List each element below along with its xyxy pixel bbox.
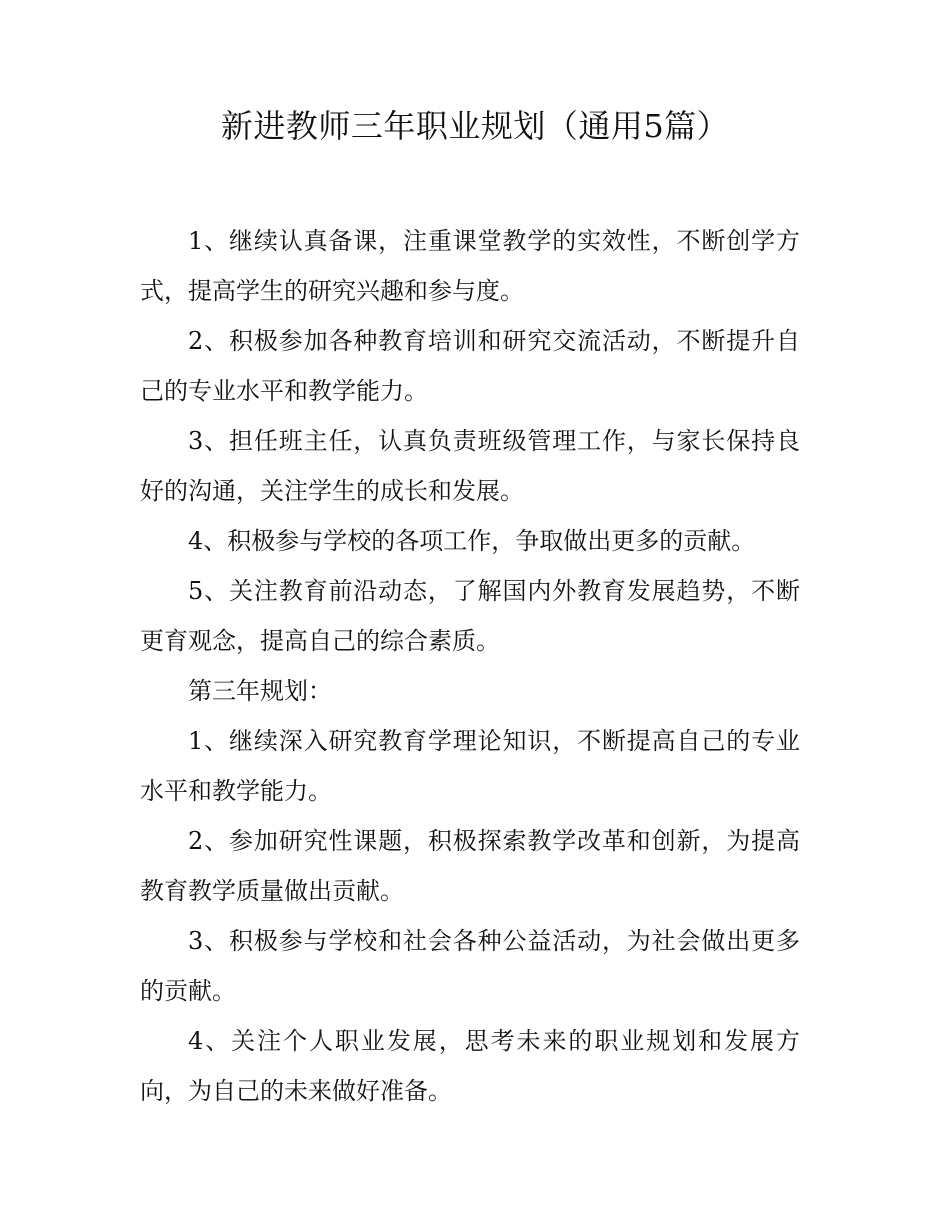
- paragraph: 3、积极参与学校和社会各种公益活动，为社会做出更多的贡献。: [140, 927, 800, 1005]
- document-body: [140, 216, 800, 1116]
- paragraph: 3、担任班主任，认真负责班级管理工作，与家长保持良好的沟通，关注学生的成长和发展。: [140, 427, 800, 505]
- paragraph: 1、继续深入研究教育学理论知识，不断提高自己的专业水平和教学能力。: [140, 727, 800, 805]
- paragraph: 2、积极参加各种教育培训和研究交流活动，不断提升自己的专业水平和教学能力。: [140, 327, 800, 405]
- document-title: 新进教师三年职业规划（通用5篇）: [220, 107, 730, 145]
- section-heading: 第三年规划：: [188, 677, 332, 705]
- paragraph: 4、关注个人职业发展，思考未来的职业规划和发展方向，为自己的未来做好准备。: [140, 1027, 800, 1105]
- paragraph: 4、积极参与学校的各项工作，争取做出更多的贡献。: [188, 527, 756, 555]
- paragraph: 1、继续认真备课，注重课堂教学的实效性，不断创学方式，提高学生的研究兴趣和参与度。: [140, 227, 800, 305]
- paragraph: 2、参加研究性课题，积极探索教学改革和创新，为提高教育教学质量做出贡献。: [140, 827, 800, 905]
- paragraph: 5、关注教育前沿动态，了解国内外教育发展趋势，不断更育观念，提高自己的综合素质。: [140, 577, 800, 655]
